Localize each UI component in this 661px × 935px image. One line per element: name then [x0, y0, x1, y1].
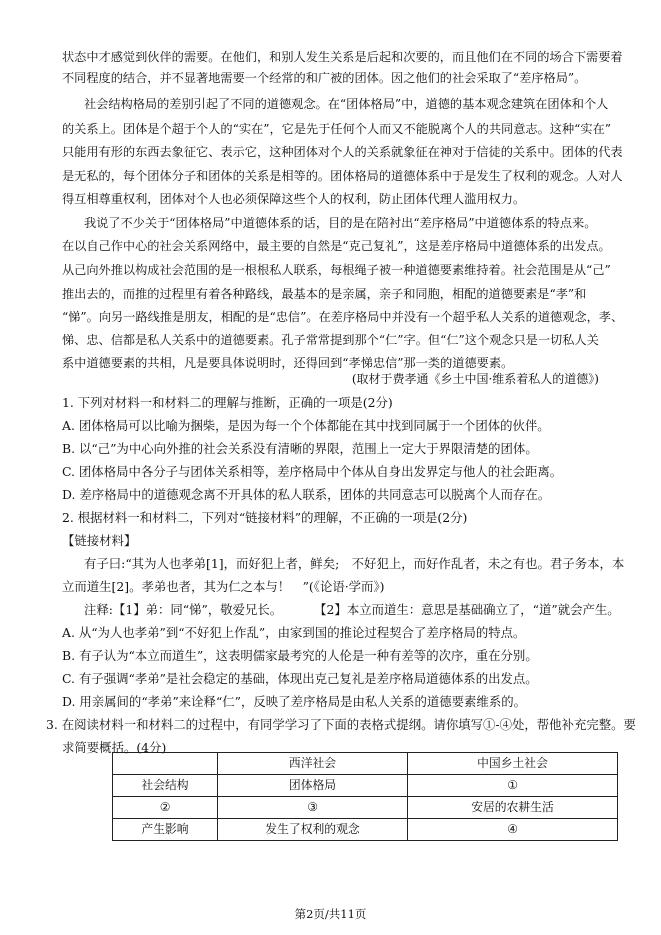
passage-line: 从己向外推以构成社会范围的是一根根私人联系，每根绳子被一种道德要素维持着。社会范围是从“己” — [62, 263, 611, 277]
q2-option-b: B. 有子认为“本立而道生”，这表明儒家最考究的人伦是一种有差等的次序，重在分别。 — [62, 648, 538, 663]
q2-option-a: A. 从“为人也孝弟”到“不好犯上作乱”，由家到国的推论过程契合了差序格局的特点。 — [62, 625, 526, 640]
q2-quote: 立而道生[2]。孝弟也者，其为仁之本与！ ”(《论语·学而》) — [62, 579, 385, 594]
table-cell: ② — [113, 797, 218, 819]
passage-line: 我说了不少关于“团体格局”中道德体系的话，目的是在陪衬出“差序格局”中道德体系的特点来。 — [84, 216, 597, 230]
passage-line: 推出去的，而推的过程里有着各种路线，最基本的是亲属，亲子和同胞，相配的道德要素是“孝”和 — [62, 287, 587, 301]
table-cell: 团体格局 — [218, 775, 408, 797]
table-header-cell: 中国乡土社会 — [408, 753, 618, 775]
q1-option-b: B. 以“己”为中心向外推的社会关系没有清晰的界限，范围上一定大于界限清楚的团体。 — [62, 441, 538, 456]
q2-link-title: 【链接材料】 — [62, 533, 137, 548]
table-header-cell: 西洋社会 — [218, 753, 408, 775]
passage-line: 系中道德要素的共相，凡是要具体说明时，还得回到“孝悌忠信”那一类的道德要素。 — [62, 356, 514, 370]
table-row — [113, 797, 618, 819]
table-cell: ③ — [218, 797, 408, 819]
passage-line: 在以自己作中心的社会关系网络中，最主要的自然是“克己复礼”，这是差序格局中道德体系的出发点。 — [62, 239, 611, 253]
table-cell: ④ — [408, 819, 618, 841]
passage-line: “悌”。向另一路线推是朋友，相配的是“忠信”。在差序格局中并没有一个超乎私人关系的道德观念，孝、 — [62, 310, 624, 324]
q2-notes — [0, 600, 661, 620]
outline-table — [112, 752, 618, 841]
passage-line: 得互相尊重权利，团体对个人也必须保障这些个人的权利，防止团体代理人滥用权力。 — [62, 192, 526, 206]
q2-quote: 有子曰:“其为人也孝弟[1]，而好犯上者，鲜矣; 不好犯上，而好作乱者，未之有也。君子务本，本 — [84, 556, 625, 571]
table-cell: 产生影响 — [113, 819, 218, 841]
q2-stem: 2. 根据材料一和材料二，下列对“链接材料”的理解，不正确的一项是(2分) — [62, 510, 468, 525]
q1-stem: 1. 下列对材料一和材料二的理解与推断，正确的一项是(2分) — [62, 395, 393, 410]
table-cell — [113, 753, 218, 775]
table-header-row — [113, 753, 618, 775]
q3-stem: 求简要概括。(4分) — [62, 740, 167, 755]
passage-source: (取材于费孝通《乡土中国·维系着私人的道德》) — [351, 372, 599, 386]
q1-option-c: C. 团体格局中各分子与团体关系相等，差序格局中个体从自身出发界定与他人的社会距离。 — [62, 464, 563, 479]
table-row — [113, 775, 618, 797]
passage-line: 只能用有形的东西去象征它、表示它，这种团体对个人的关系就象征在神对于信徒的关系中。团体的代表 — [62, 145, 623, 159]
passage-line: 状态中才感觉到伙伴的需要。在他们，和别人发生关系是后起和次要的，而且他们在不同的场合下需要着 — [62, 50, 623, 64]
table-cell: ① — [408, 775, 618, 797]
page-footer: 第2页/共11页 — [294, 907, 367, 921]
q2-option-c: C. 有子强调“孝弟”是社会稳定的基础，体现出克己复礼是差序格局道德体系的出发点。 — [62, 671, 538, 686]
passage-line: 不同程度的结合，并不显著地需要一个经常的和广被的团体。因之他们的社会采取了“差序格局”。 — [62, 71, 587, 85]
q2-note-2: 【2】本立而道生：意思是基础确立了，“道”就会产生。 — [314, 602, 620, 617]
table-cell: 社会结构 — [113, 775, 218, 797]
passage-line: 社会结构格局的差别引起了不同的道德观念。在“团体格局”中，道德的基本观念建筑在团体和个人 — [84, 97, 609, 111]
q2-note-1: 注释:【1】弟：同“悌”，敬爱兄长。 — [84, 602, 283, 617]
q1-option-a: A. 团体格局可以比喻为捆柴，是因为每一个个体都能在其中找到同属于一个团体的伙伴。 — [62, 418, 550, 433]
table-cell: 发生了权利的观念 — [218, 819, 408, 841]
passage-line: 的关系上。团体是个超于个人的“实在”，它是先于任何个人而又不能脱离个人的共同意志。这种“实在” — [62, 122, 611, 136]
passage-line: 是无私的，每个团体分子和团体的关系是相等的。团体格局的道德体系中于是发生了权利的观念。人对人 — [62, 169, 623, 183]
q3-stem: 3. 在阅读材料一和材料二的过程中，有同学学习了下面的表格式提纲。请你填写①-④处，帮他补充完整。要 — [46, 717, 636, 732]
passage-line: 悌、忠、信都是私人关系中的道德要素。孔子常常提到那个“仁”字。但“仁”这个观念只是一切私人关 — [62, 333, 599, 347]
q1-option-d: D. 差序格局中的道德观念离不开具体的私人联系，团体的共同意志可以脱离个人而存在。 — [62, 487, 551, 502]
table-row — [113, 819, 618, 841]
table-cell: 安居的农耕生活 — [408, 797, 618, 819]
q2-option-d: D. 用亲属间的“孝弟”来诠释“仁”，反映了差序格局是由私人关系的道德要素维系的。 — [62, 694, 526, 709]
